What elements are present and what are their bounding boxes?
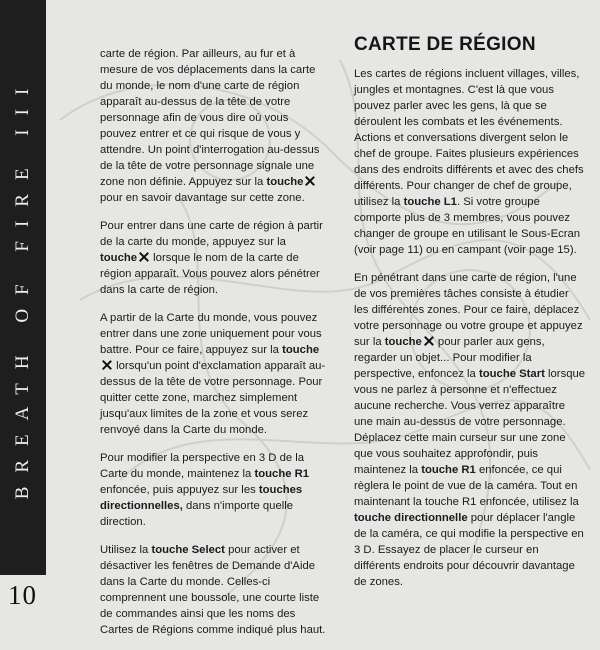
cross-button-icon (102, 360, 111, 369)
page-number: 10 (8, 580, 37, 610)
cross-button-icon (139, 252, 148, 261)
cross-button-icon (305, 176, 314, 185)
left-column (100, 46, 326, 650)
spine-title: BREATH OF FIRE III (12, 74, 33, 500)
paragraph: carte de région. Par ailleurs, au fur et à mesure de vos déplacements dans la carte du monde, le nom d'une carte de région apparaît au-dessus de la tête de votre personnage afin de vous dire où vous pouvez entrer et ce qui risque de vous y attendre. Un point d'interrogation au-dessus de la tête de votre personnage signale une zone non définie. Appuyez sur la touche pour en savoir davantage sur cette zone. (100, 48, 320, 204)
paragraph: Utilisez la touche Select pour activer et désactiver les fenêtres de Demande d'Aide dans la Carte du monde. Celles-ci comprennent une boussole, une courte liste de commandes ainsi que les noms des Cartes de Régions comme indiqué plus haut. (100, 544, 326, 636)
paragraph: A partir de la Carte du monde, vous pouvez entrer dans une zone uniquement pour vous battre. Pour ce faire, appuyez sur la touche lorsqu'un point d'exclamation apparaît au-dessus de la tête de votre personnage. Pour quitter cette zone, marchez simplement jusqu'aux limites de la zone et vous serez renvoyé dans la Carte du monde. (100, 312, 326, 436)
paragraph: En pénétrant dans une carte de région, l'une de vos premières tâches consiste à étudier les différentes zones. Pour ce faire, déplacez votre personnage ou votre groupe et appuyez sur la touche pour parler aux gens, regarder un objet... Pour modifier la perspective, enfoncez la touche Start lorsque vous ne parlez à personne et n'effectuez aucune recherche. Vous verrez apparaître une main au-dessus de votre personnage. Déplacez cette main curseur sur une zone que vous souhaitez approfondir, puis maintenez la touche R1 enfoncée, ce qui règlera le point de vue de la caméra. Tout en maintenant la touche R1 enfoncée, utilisez la touche directionnelle pour déplacer l'angle de la caméra, ce qui modifie la perspective en 3 D. Essayez de placer le curseur en différents endroits pour découvrir davantage de zones. (354, 272, 586, 588)
cross-button-icon (424, 336, 433, 345)
paragraph: Pour modifier la perspective en 3 D de la Carte du monde, maintenez la touche R1 enfoncée, puis appuyez sur les touches directionnelles, dans n'importe quelle direction. (100, 452, 310, 528)
right-column (354, 34, 586, 602)
section-heading: CARTE DE RÉGION (354, 34, 536, 55)
paragraph: Pour entrer dans une carte de région à partir de la carte du monde, appuyez sur la touche lorsque le nom de la carte de région apparaît. Vous pouvez alors pénétrer dans la carte de région. (100, 220, 323, 296)
paragraph: Les cartes de régions incluent villages, villes, jungles et montagnes. C'est là que vous pouvez parler avec les gens, là que se déroulent les combats et les événements. Actions et conversations divergent selon le chef de groupe. Faites plusieurs expériences dans des endroits différents et avec des chefs différents. Pour changer de chef de groupe, utilisez la touche L1. Si votre groupe comporte plus de 3 membres, vous pouvez changer de groupe en utilisant le Sous-Ecran (voir page 11) ou en campant (voir page 15). (354, 68, 584, 256)
spine-banner (0, 0, 46, 575)
